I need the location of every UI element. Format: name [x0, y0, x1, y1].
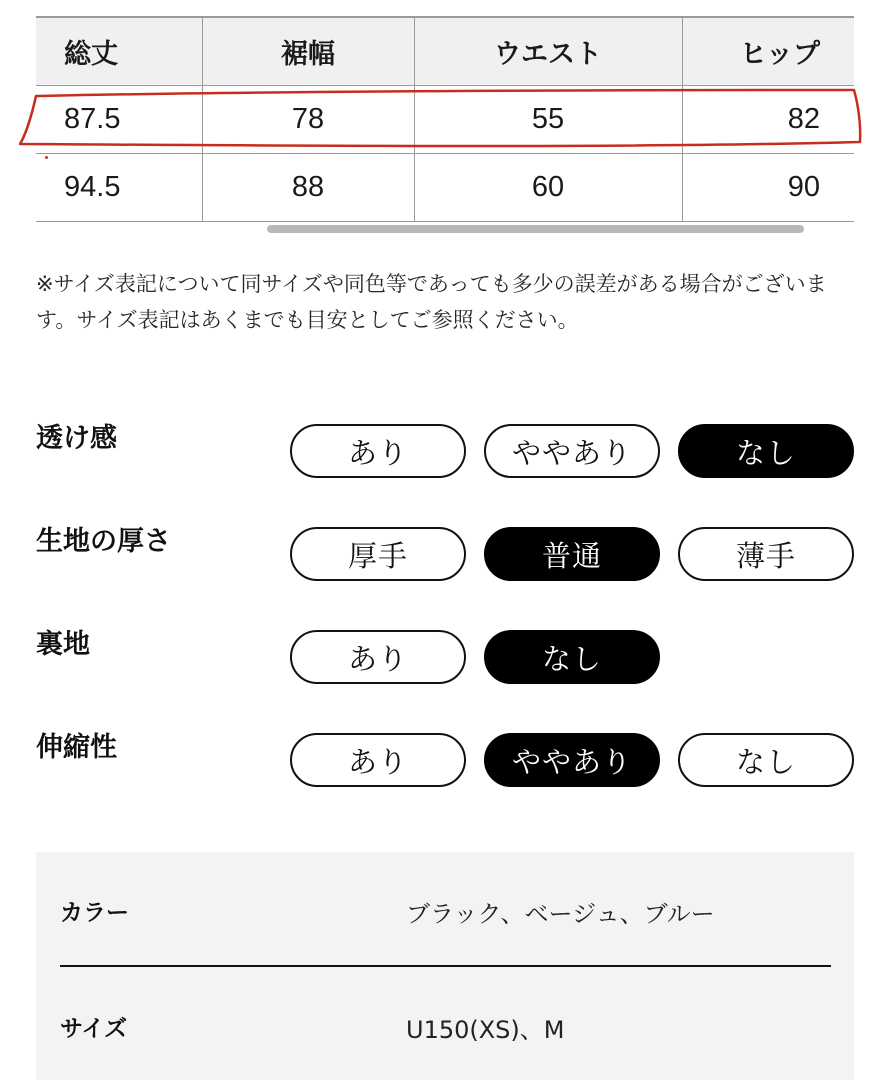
attribute-label: 生地の厚さ	[36, 526, 171, 557]
option-pill-selected: ややあり	[484, 733, 660, 787]
attribute-label: 伸縮性	[36, 732, 117, 763]
header-total-length: 総丈	[36, 17, 202, 85]
spec-divider	[60, 965, 831, 967]
table-cell: 90	[682, 153, 854, 221]
option-pill: 厚手	[290, 527, 466, 581]
table-row	[36, 85, 854, 153]
table-cell: 55	[414, 85, 682, 153]
attribute-lining	[36, 618, 856, 674]
attribute-label: 裏地	[36, 629, 90, 660]
attribute-sheerness	[36, 412, 856, 468]
size-disclaimer-note: ※サイズ表記について同サイズや同色等であっても多少の誤差がある場合がございます。サイズ表記はあくまでも目安としてご参照ください。	[36, 272, 827, 332]
option-pill: なし	[678, 733, 854, 787]
attribute-fabric-thickness	[36, 515, 856, 571]
table-cell: 94.5	[36, 153, 202, 221]
table-cell: 87.5	[36, 85, 202, 153]
table-cell: 60	[414, 153, 682, 221]
option-pill-selected: なし	[678, 424, 854, 478]
header-waist: ウエスト	[414, 17, 682, 85]
spec-color-label: カラー	[60, 900, 129, 926]
size-table-header-row	[36, 17, 854, 85]
option-pill: 薄手	[678, 527, 854, 581]
header-hem-width: 裾幅	[202, 17, 414, 85]
attribute-stretch	[36, 721, 856, 777]
table-cell: 88	[202, 153, 414, 221]
annotation-dot	[45, 156, 48, 159]
table-cell: 78	[202, 85, 414, 153]
header-hip: ヒップ	[682, 17, 854, 85]
option-pill: あり	[290, 424, 466, 478]
table-row	[36, 153, 854, 221]
option-pill-selected: なし	[484, 630, 660, 684]
attribute-label: 透け感	[36, 423, 117, 454]
option-pill: あり	[290, 630, 466, 684]
spec-size-value: U150(XS)、M	[406, 1016, 565, 1044]
spec-size-label: サイズ	[60, 1016, 128, 1042]
option-pill: あり	[290, 733, 466, 787]
option-pill: ややあり	[484, 424, 660, 478]
spec-box	[36, 852, 854, 1080]
table-cell: 82	[682, 85, 854, 153]
size-table	[36, 16, 854, 222]
option-pill-selected: 普通	[484, 527, 660, 581]
spec-color-value: ブラック、ベージュ、ブルー	[406, 900, 715, 928]
table-horizontal-scrollbar[interactable]	[267, 225, 804, 233]
